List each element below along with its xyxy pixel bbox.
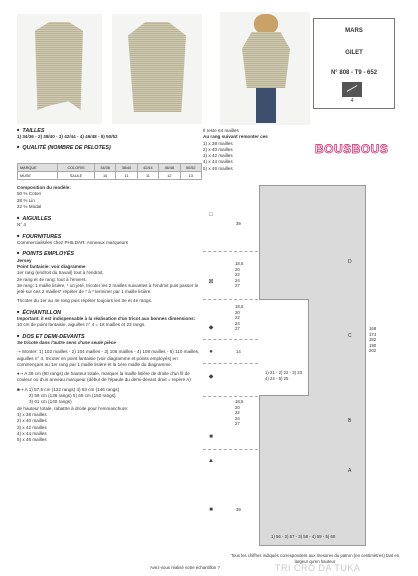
measure-value: 182	[369, 337, 377, 343]
list-item: 4) x 44 mailles	[17, 430, 47, 436]
dos-paragraph-3d: de hauteur totale, rabattre à droite pour l'emmanchure:	[17, 405, 129, 411]
measure-value: 20	[235, 266, 240, 272]
list-item: 1) x 38 mailles	[203, 140, 233, 146]
sample-question: Avez-vous réalisé votre échantillon ?	[150, 565, 220, 570]
section-title-qualite: ■ QUALITÉ (NOMBRE DE PELOTES)	[17, 145, 202, 151]
measure-value: 168	[369, 326, 377, 331]
difficulty-badge	[342, 82, 362, 105]
item-label: GILET	[345, 50, 363, 56]
diamond-symbol-icon: ◆	[208, 325, 214, 331]
composition-title: Composition du modèle:	[17, 185, 71, 190]
measure-value: 27	[235, 283, 240, 289]
table-row	[18, 172, 202, 180]
list-item: 2) x 40 mailles	[203, 146, 233, 152]
jersey-label: Jersey	[17, 257, 32, 263]
model-photo	[220, 12, 310, 125]
measure-value: 174	[369, 331, 377, 337]
row-1-text: 1er rang (endroit du travail) tout à l'endroit.	[17, 270, 104, 276]
triangle-symbol-icon: ▲	[208, 458, 214, 464]
measure-value: 24	[235, 277, 240, 283]
divider	[203, 299, 263, 300]
square-symbol-icon: ■	[209, 507, 213, 513]
height-measure	[369, 326, 376, 354]
table-cell: 34/36	[94, 164, 115, 172]
measure-value: 18,5	[235, 304, 244, 309]
footnote: Tous les chiffres indiqués correspondent aux mesures du patron (en centimètres) tant en largeur qu'en hauteur	[230, 553, 400, 564]
divider	[203, 363, 263, 364]
divider	[203, 339, 263, 340]
measure-value: 4) 24 - 5) 25	[265, 375, 289, 381]
measure-value: 24	[235, 415, 240, 421]
table-cell: MARQUE	[18, 164, 58, 172]
table-cell: 12	[159, 172, 180, 180]
measure-group-3	[235, 399, 243, 427]
point-letter: A	[348, 468, 352, 474]
table-cell: 13	[180, 172, 201, 180]
measure-bottom: 39	[236, 507, 241, 512]
measure-top: 39	[236, 221, 241, 226]
measure-value: 22	[235, 410, 240, 416]
composition-line: 22 % Modal	[17, 203, 42, 209]
armhole-opening	[259, 299, 309, 396]
table-cell: MUSE	[18, 172, 58, 180]
measure-value: 20	[235, 309, 240, 315]
width-measure: 1) 56 - 2) 57 - 3) 58 - 4) 59 - 5) 60	[271, 534, 336, 539]
measure-value: 1) 21 - 2) 22 - 3) 23	[265, 370, 303, 375]
remaining-stitches: Il reste 64 mailles	[203, 128, 239, 133]
brand-logo: BOUSBOUS	[315, 142, 389, 156]
yarn-table	[17, 163, 202, 180]
fournitures-text: Commercialisées chez PHILDAR: Anneaux marqueurs	[17, 240, 129, 246]
dos-paragraph-1: ⇢ Monter: 1) 102 mailles - 2) 104 mailles - 3) 106 mailles - 4) 108 mailles - 5) 110 mailles, aiguilles n° 4, tricoter en point fantaisie (voir diagramme et points employés) en commençant au 1er rang par 1 maille lisière et la 1ère maille du diagramme.	[17, 349, 200, 367]
dos-paragraph-2: ♦⇢ A 39 cm (90 rangs) de hauteur totale, marquer la maille lisière de droite d'un fil de couleur ou d'un anneau marqueur (début de l'épaule du demi-devant droit = repère A)	[17, 371, 191, 383]
crossed-square-symbol-icon: ⊠	[208, 279, 214, 285]
list-item: 1) x 38 mailles	[17, 411, 47, 417]
table-cell: 38/40	[116, 164, 137, 172]
composition-line: 28 % Lin	[17, 197, 35, 203]
sizes-text: 1) 34/36 - 2) 38/40 - 3) 42/44 - 4) 46/48 - 5) 50/52	[17, 134, 118, 140]
table-cell: 11	[137, 172, 158, 180]
aiguilles-text: N° 4	[17, 222, 26, 228]
list-item: 5) x 46 mailles	[203, 165, 233, 171]
dos-subtitle: Se tricote dans l'autre sens d'une seule pièce	[17, 339, 116, 345]
ref-label: N° 808 - T9 - 652	[330, 70, 378, 76]
table-cell: 46/48	[159, 164, 180, 172]
table-cell: 50/52	[180, 164, 201, 172]
list-item: 3) x 42 mailles	[203, 153, 233, 159]
section-title-tailles: ■ TAILLES	[17, 128, 202, 134]
repeat-text: Tricoter du 1er au 4e rang puis répéter toujours les 3e et 4e rangs.	[17, 298, 153, 304]
measure-value: 24	[235, 320, 240, 326]
section-title-dos: ■ DOS ET DEMI-DEVANTS	[17, 334, 202, 340]
row-2-text: 2e rang et 4e rang: tout à l'envers.	[17, 276, 87, 282]
armhole-measure	[265, 370, 302, 381]
table-cell: COLORIS	[58, 164, 95, 172]
list-item: 3) x 42 mailles	[17, 424, 47, 430]
echantillon-text: 10 cm de point fantaisie, aiguilles n° 4 = 18 mailles et 23 rangs.	[17, 322, 146, 328]
table-cell: 10	[94, 172, 115, 180]
measure-value: 27	[235, 421, 240, 427]
table-cell: 42/44	[137, 164, 158, 172]
needle-icon	[347, 85, 358, 92]
dos-paragraph-3c: 3) 61 cm (140 rangs)	[29, 399, 72, 405]
measure-mid: 14	[236, 349, 241, 354]
measure-value: 18,5	[235, 399, 244, 404]
measure-group-1	[235, 261, 243, 289]
diamond-symbol-icon: ◆	[208, 374, 214, 380]
list-item: 5) x 46 mailles	[17, 437, 47, 443]
measure-value: 190	[369, 342, 377, 348]
list-item: 2) x 40 mailles	[17, 418, 47, 424]
circle-symbol-icon: ●	[209, 349, 213, 355]
product-photo-front	[17, 14, 102, 124]
fantaisie-label: Point fantaisie: voir diagramme	[17, 263, 86, 269]
point-letter: B	[348, 418, 352, 424]
point-letter: D	[348, 259, 352, 265]
measure-value: 202	[369, 348, 377, 354]
divider	[203, 251, 263, 252]
measure-value: 27	[235, 326, 240, 332]
watermark: TRI CRO DA TUKA	[275, 563, 361, 573]
echantillon-important: Important: il est indispensable à la réalisation d'un tricot aux bonnes dimensions:	[17, 316, 196, 322]
measure-value: 18,5	[235, 261, 244, 266]
measure-group-2	[235, 304, 243, 332]
schematic-diagram	[203, 181, 413, 561]
next-row-label: Au rang suivant remonter ces	[203, 134, 268, 140]
measure-value: 20	[235, 404, 240, 410]
divider	[203, 396, 263, 397]
square-symbol-icon: ■	[209, 434, 213, 440]
section-title-echantillon: ■ ÉCHANTILLON	[17, 310, 202, 316]
dos-paragraph-3: ■⇢ A 1) 57,5 cm (132 rangs) 4) 63 cm (146 rangs)	[17, 386, 120, 392]
row-3-text: 3e rang: 1 maille lisière, * un jeté, tricoter les 2 mailles suivantes à l'endroit puis passer le jeté sur ces 2 mailles* répéter de * à * terminer par 1 maille lisière.	[17, 282, 199, 295]
point-letter: C	[348, 333, 352, 339]
product-photo-back	[112, 14, 202, 124]
table-cell: 11	[116, 172, 137, 180]
measure-value: 22	[235, 315, 240, 321]
season-label: MARS	[345, 28, 363, 34]
difficulty-level: 4	[350, 98, 354, 105]
table-header-row	[18, 164, 202, 172]
dos-paragraph-3b: 2) 59 cm (136 rangs) 5) 65 cm (150 rangs)	[29, 393, 116, 399]
list-item: 4) x 44 mailles	[203, 159, 233, 165]
section-title-aiguilles: ■ AIGUILLES	[17, 216, 202, 222]
measure-value: 22	[235, 272, 240, 278]
divider	[203, 449, 263, 450]
composition-line: 50 % Coton	[17, 191, 42, 197]
section-title-fournitures: ■ FOURNITURES	[17, 234, 202, 240]
section-title-points: ■ POINTS EMPLOYÉS	[17, 251, 202, 257]
square-symbol-icon: □	[209, 212, 213, 218]
table-cell: SAULE	[58, 172, 95, 180]
